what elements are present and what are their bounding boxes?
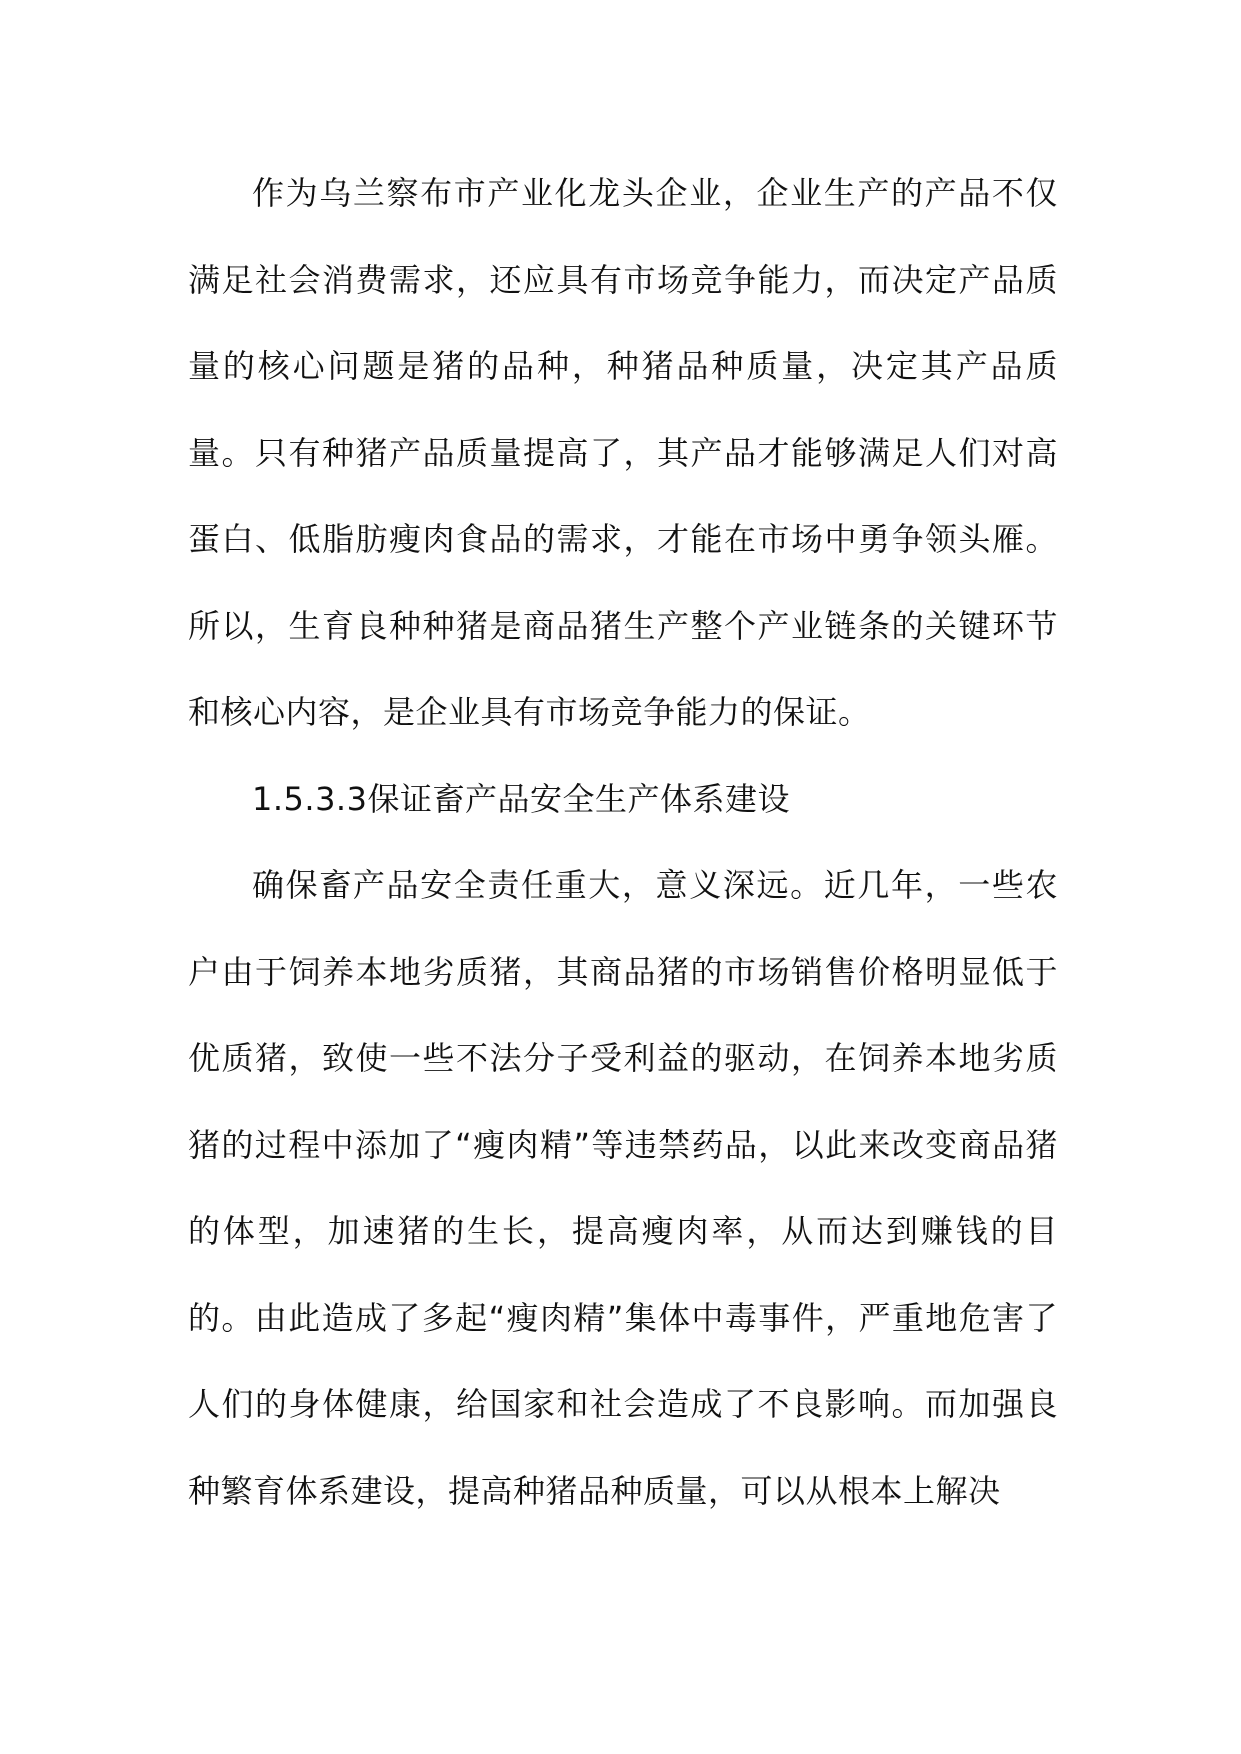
body-text [188, 150, 1058, 1534]
paragraph-safety: 确保畜产品安全责任重大，意义深远。近几年，一些农户由于饲养本地劣质猪，其商品猪的市场销售价格明显低于优质猪，致使一些不法分子受利益的驱动，在饲养本地劣质猪的过程中添加了“瘦肉精”等违禁药品，以此来改变商品猪的体型，加速猪的生长，提高瘦肉率，从而达到赚钱的目的。由此造成了多起“瘦肉精”集体中毒事件，严重地危害了人们的身体健康，给国家和社会造成了不良影响。而加强良种繁育体系建设，提高种猪品种质量，可以从根本上解决 [188, 866, 1058, 1510]
section-heading: 1.5.3.3保证畜产品安全生产体系建设 [252, 779, 790, 818]
paragraph-intro: 作为乌兰察布市产业化龙头企业，企业生产的产品不仅满足社会消费需求，还应具有市场竞争能力，而决定产品质量的核心问题是猪的品种，种猪品种质量，决定其产品质量。只有种猪产品质量提高了，其产品才能够满足人们对高蛋白、低脂肪瘦肉食品的需求，才能在市场中勇争领头雁。所以，生育良种种猪是商品猪生产整个产业链条的关键环节和核心内容，是企业具有市场竞争能力的保证。 [188, 174, 1058, 731]
